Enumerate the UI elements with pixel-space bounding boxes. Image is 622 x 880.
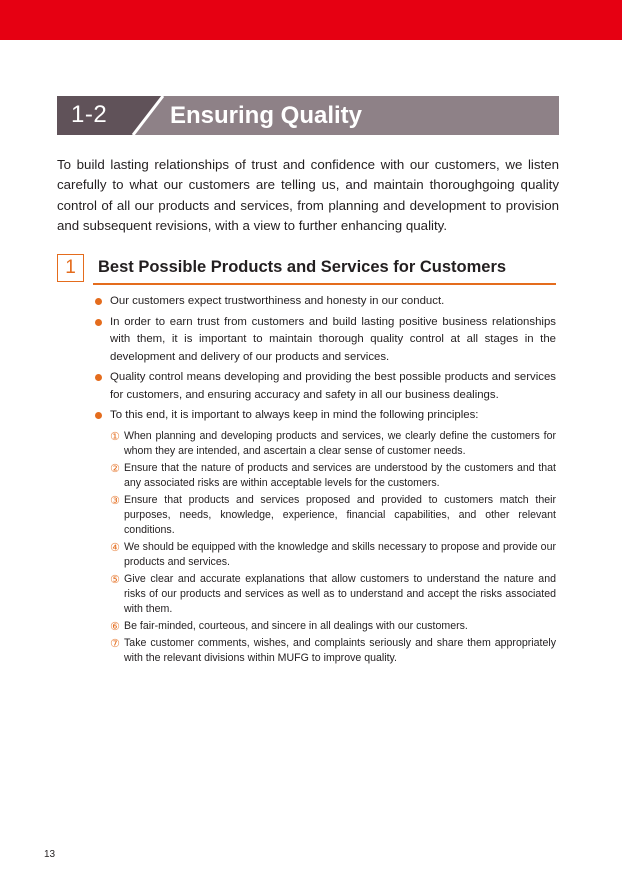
- principle-number: ③: [110, 493, 120, 507]
- bullet-item: [94, 314, 556, 367]
- principle-number: ⑤: [110, 572, 120, 586]
- chapter-number: 1-2: [71, 101, 108, 128]
- principle-item: [110, 540, 556, 570]
- principle-item: [110, 493, 556, 538]
- principle-number: ⑥: [110, 619, 120, 633]
- bullet-dot-icon: [95, 374, 102, 381]
- principle-number: ④: [110, 540, 120, 554]
- bullet-dot-icon: [95, 298, 102, 305]
- principle-number: ②: [110, 461, 120, 475]
- bullet-text: Quality control means developing and providing the best possible products and services for customers, and ensuring accuracy and safety in all our business dealings.: [110, 371, 556, 401]
- bullet-text: To this end, it is important to always keep in mind the following principles:: [110, 409, 479, 421]
- principle-text: Be fair-minded, courteous, and sincere in all dealings with our customers.: [124, 619, 468, 632]
- principles-list: [110, 429, 556, 666]
- principle-text: Give clear and accurate explanations that allow customers to understand the nature and risks of our products and services as well as to understand and accept the risks associated with them.: [124, 572, 556, 615]
- principle-item: [110, 619, 556, 634]
- bullet-item: [94, 369, 556, 404]
- bullet-item: [94, 407, 556, 666]
- bullet-dot-icon: [95, 319, 102, 326]
- principle-text: Take customer comments, wishes, and complaints seriously and share them appropriately with the relevant divisions within MUFG to improve quality.: [124, 636, 556, 664]
- principle-number: ①: [110, 429, 120, 443]
- chapter-title: Ensuring Quality: [170, 102, 363, 129]
- bullet-text: Our customers expect trustworthiness and honesty in our conduct.: [110, 295, 445, 307]
- principle-item: [110, 572, 556, 617]
- bullet-item: [94, 293, 556, 311]
- principle-item: [110, 636, 556, 666]
- principle-number: ⑦: [110, 636, 120, 650]
- principle-item: [110, 429, 556, 459]
- intro-paragraph: To build lasting relationships of trust and confidence with our customers, we listen carefully to what our customers are telling us, and maintain thoroughgoing quality control of all our products and services, from planning and development to provision and subsequent revisions, with a view to further enhancing quality.: [57, 157, 559, 233]
- top-brand-bar: [0, 0, 622, 40]
- principle-text: When planning and developing products and services, we clearly define the customers for whom they are intended, and ascertain a clear sense of customer needs.: [124, 429, 556, 457]
- principle-text: Ensure that products and services proposed and provided to customers match their purposes, needs, knowledge, experience, financial capabilities, and other relevant conditions.: [124, 493, 556, 536]
- section-title: Best Possible Products and Services for Customers: [98, 258, 507, 276]
- section-number-box: 1: [57, 254, 84, 282]
- principle-text: Ensure that the nature of products and services are understood by the customers and that any associated risks are within acceptable levels for the customers.: [124, 461, 556, 489]
- bullet-text: In order to earn trust from customers and build lasting positive business relationships with them, it is important to maintain thorough quality control at all stages in the development and delivery of our products and services.: [110, 315, 556, 363]
- page-number: 13: [44, 849, 56, 860]
- bullet-dot-icon: [95, 412, 102, 419]
- bullet-list: [94, 293, 556, 669]
- chapter-header: [57, 96, 559, 135]
- principle-item: [110, 461, 556, 491]
- section-underline: [93, 283, 556, 285]
- principle-text: We should be equipped with the knowledge and skills necessary to propose and provide our products and services.: [124, 540, 556, 568]
